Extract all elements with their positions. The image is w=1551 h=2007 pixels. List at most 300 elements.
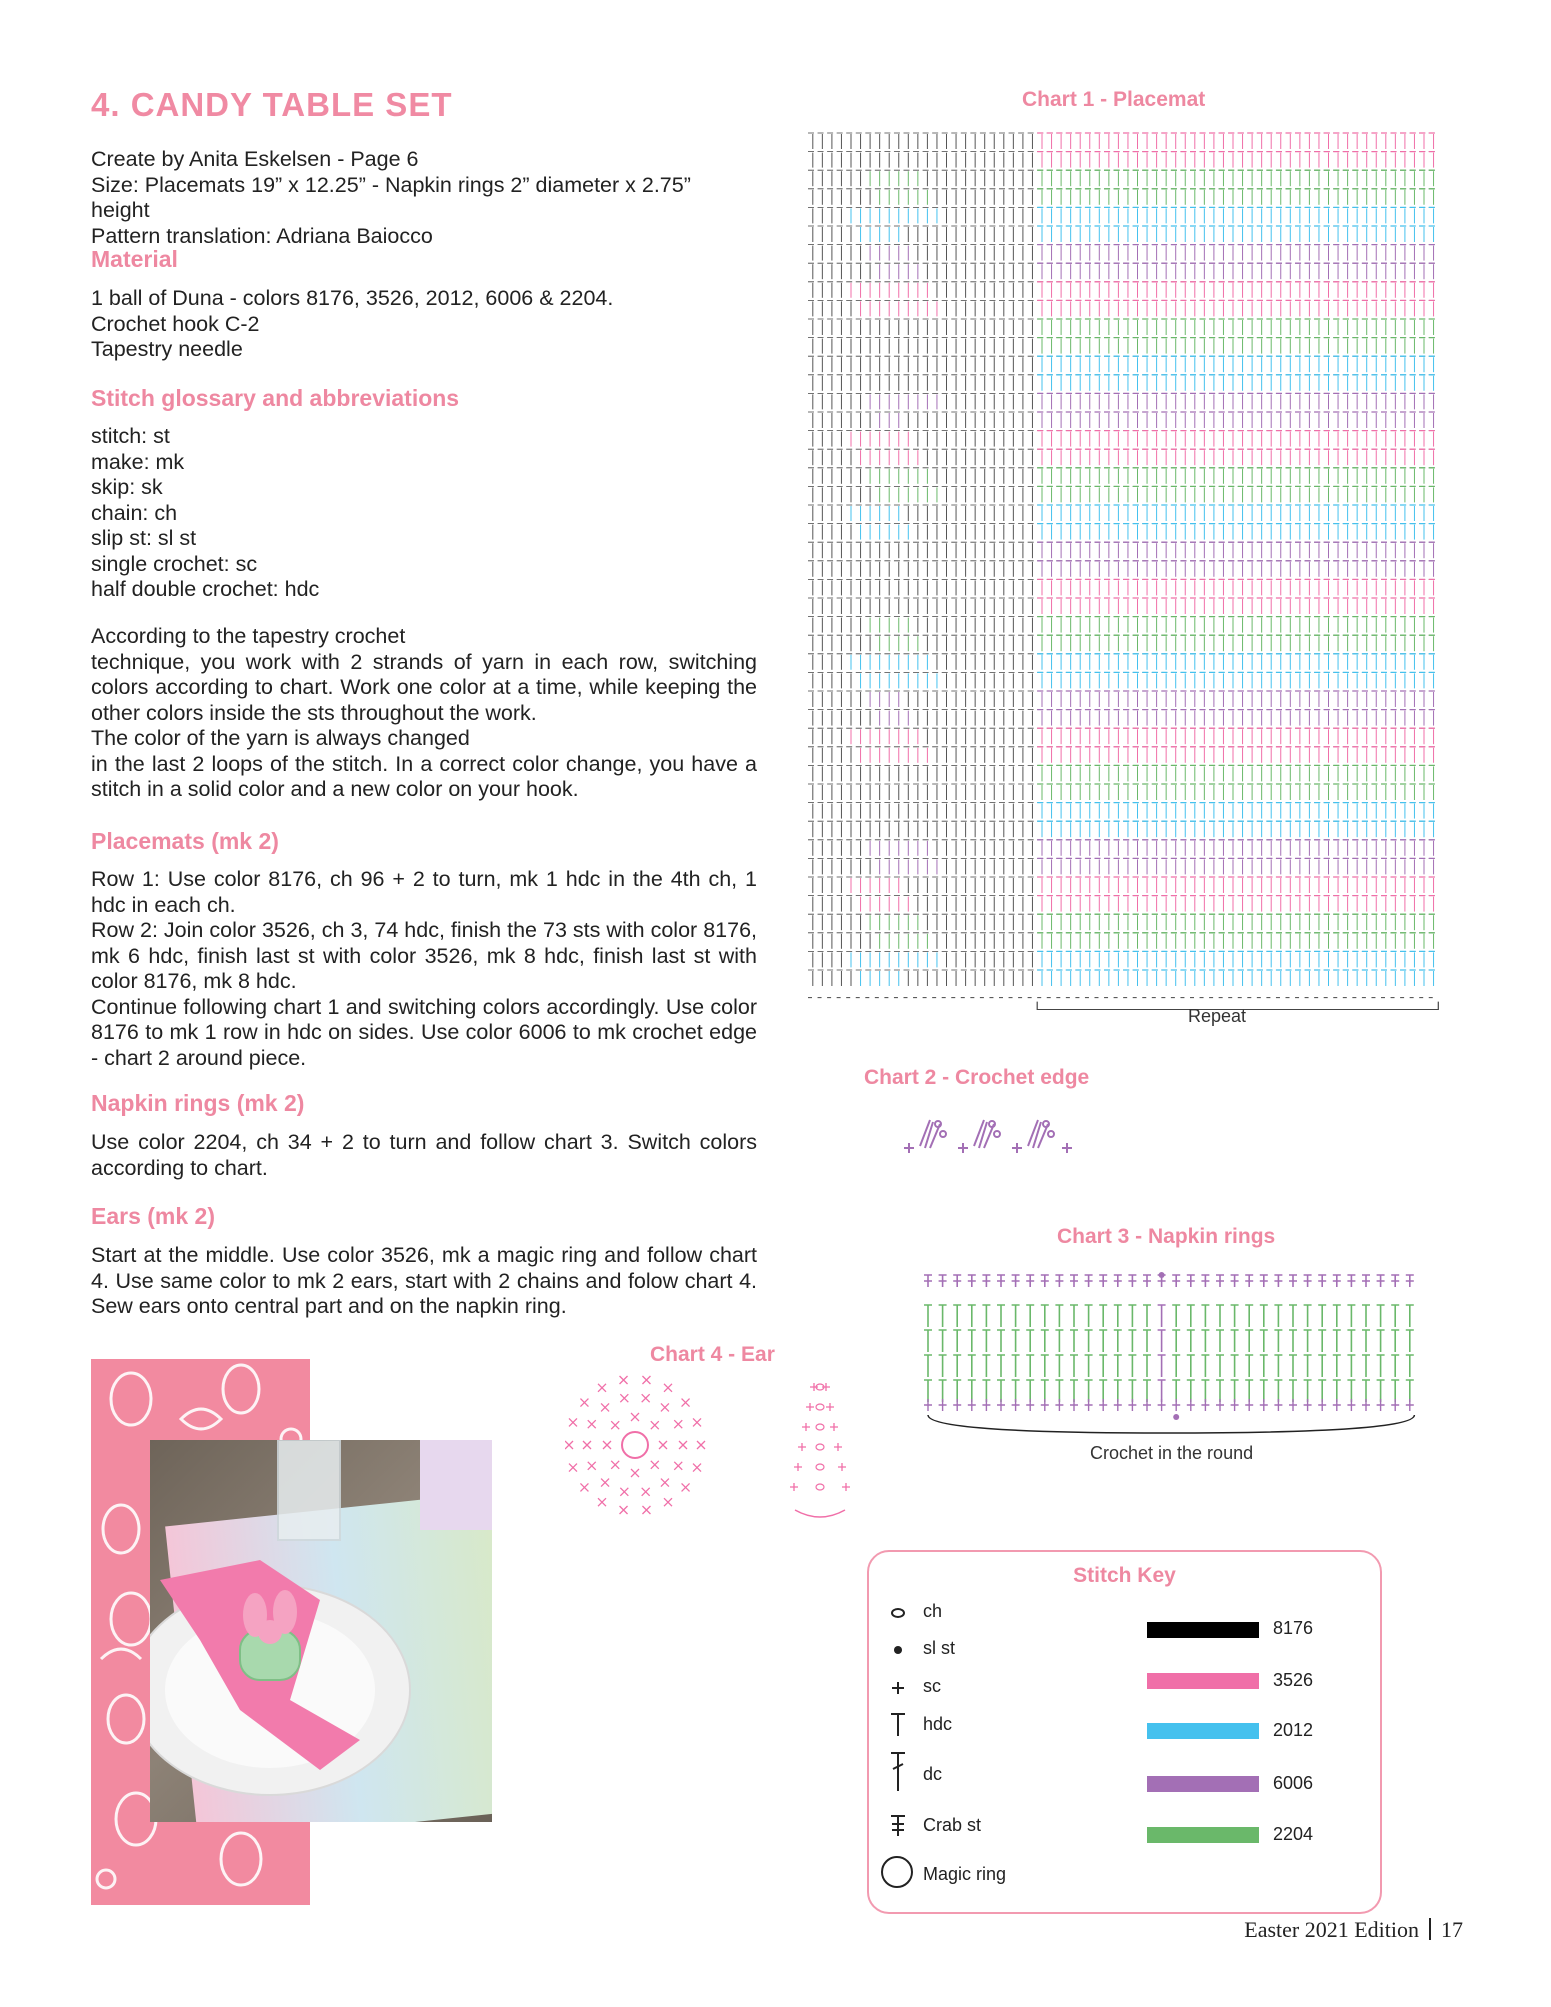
chart3-stitch (1406, 1275, 1414, 1287)
chart3-stitch (924, 1275, 932, 1287)
chart3-stitch (982, 1305, 990, 1327)
chart1-stitch-rows (808, 133, 1438, 1010)
placemats-row2: Row 2: Join color 3526, ch 3, 74 hdc, finish the 73 sts with color 8176, mk 6 hdc, finish last st with color 3526, mk 8 hdc, finish last st with color 8176, mk 8 hdc. (91, 918, 757, 993)
placemats-continue: Continue following chart 1 and switching colors accordingly. Use color 8176 to mk 1 row in hdc on sides. Use color 6006 to mk crochet edge - chart 2 around piece. (91, 994, 757, 1070)
chart3-stitch (1201, 1399, 1209, 1411)
chart3-stitch (1274, 1305, 1282, 1327)
glossary-item: make: mk (91, 449, 185, 474)
chart4-stitch (664, 1498, 672, 1506)
chart3-stitch (1158, 1399, 1166, 1411)
napkin-heading: Napkin rings (mk 2) (91, 1090, 305, 1116)
chart3-stitch (1201, 1380, 1209, 1402)
chart4-stitch (598, 1498, 606, 1506)
chart3-stitch (1216, 1399, 1224, 1411)
chart3-stitch (1070, 1305, 1078, 1327)
intro-size: Size: Placemats 19” x 12.25” - Napkin rings 2” diameter x 2.75” height (91, 172, 691, 222)
chart3-stitch (1172, 1380, 1180, 1402)
chart4-stitch (642, 1506, 650, 1514)
color-code: 8176 (1273, 1618, 1314, 1638)
chart3-stitch (1245, 1355, 1253, 1377)
chart3-stitch (1085, 1399, 1093, 1411)
chart3-stitch (1041, 1330, 1049, 1352)
chart3-stitch (1085, 1355, 1093, 1377)
chart4-stitch (679, 1441, 687, 1449)
chart3-stitch (1231, 1355, 1239, 1377)
glossary-item: stitch: st (91, 424, 170, 448)
chart3-stitch (1158, 1305, 1166, 1327)
chart3-stitch (1158, 1355, 1166, 1377)
chart3-stitch (1260, 1355, 1268, 1377)
chart3-stitch (1377, 1399, 1385, 1411)
glossary-list (91, 424, 751, 603)
chart3-stitch (1114, 1305, 1122, 1327)
chart4-stitch (664, 1384, 672, 1392)
chart3-stitch (1026, 1380, 1034, 1402)
chart3-stitch (1377, 1355, 1385, 1377)
chart3-caption: Crochet in the round (1090, 1443, 1254, 1463)
stitch-label: Crab st (923, 1815, 982, 1835)
half-double-crochet-symbol-icon (883, 1709, 913, 1745)
chart3-stitch (1055, 1355, 1063, 1377)
chart4-chain (816, 1484, 824, 1490)
chart3-stitch (1085, 1305, 1093, 1327)
chart2-crochet-edge (890, 1108, 1080, 1160)
chart3-stitch (1231, 1330, 1239, 1352)
chart3-stitch (924, 1399, 932, 1411)
edition-label: Easter 2021 Edition (1244, 1917, 1419, 1942)
chart3-stitch (1128, 1305, 1136, 1327)
magic-ring-symbol-icon (877, 1852, 907, 1898)
chart3-stitch (1085, 1380, 1093, 1402)
chart3-stitch (982, 1275, 990, 1287)
intro-translation: Pattern translation: Adriana Baiocco (91, 223, 433, 248)
chart3-stitch (1274, 1330, 1282, 1352)
glossary-item: skip: sk (91, 475, 163, 499)
chart3-stitch (1289, 1275, 1297, 1287)
double-crochet-symbol-icon (883, 1749, 913, 1799)
chart4-stitch (697, 1441, 705, 1449)
chart3-stitch (1333, 1380, 1341, 1402)
chart1-placemat-grid (808, 130, 1444, 1010)
chart4-stitch (661, 1479, 669, 1487)
glossary-item: slip st: sl st (91, 526, 197, 550)
chart3-stitch (953, 1305, 961, 1327)
chart4-stitch (569, 1464, 577, 1472)
footer-divider (1429, 1918, 1431, 1940)
chart4-stitch (693, 1464, 701, 1472)
chart3-stitch (1041, 1275, 1049, 1287)
chart3-stitch (924, 1355, 932, 1377)
chart3-stitch (1274, 1380, 1282, 1402)
chart3-stitch (1260, 1330, 1268, 1352)
chart3-stitch (1172, 1305, 1180, 1327)
chart3-stitch (953, 1275, 961, 1287)
chart3-stitch (982, 1330, 990, 1352)
chart3-stitch (1289, 1305, 1297, 1327)
chart3-stitch (1260, 1275, 1268, 1287)
chart3-stitch (953, 1355, 961, 1377)
intro-block (91, 147, 751, 249)
stitch-label: sl st (923, 1638, 956, 1658)
color-code: 2012 (1273, 1720, 1314, 1740)
chart3-stitch (1055, 1330, 1063, 1352)
chart3-stitch (1347, 1305, 1355, 1327)
chart3-stitch (1026, 1399, 1034, 1411)
chart3-stitch (1099, 1399, 1107, 1411)
chart3-stitch (1070, 1380, 1078, 1402)
chart3-stitch (1201, 1305, 1209, 1327)
chart4-stitch (620, 1376, 628, 1384)
chart3-stitch (1143, 1355, 1151, 1377)
chart3-stitch (939, 1305, 947, 1327)
chart4-ear-base (795, 1510, 845, 1517)
chart3-stitch (1012, 1399, 1020, 1411)
material-heading: Material (91, 246, 178, 272)
chart3-stitch (1274, 1355, 1282, 1377)
chart3-stitch (924, 1330, 932, 1352)
chart4-stitch (588, 1420, 596, 1428)
chart3-stitch (1187, 1355, 1195, 1377)
chart3-stitch (968, 1380, 976, 1402)
chart3-stitch (1406, 1355, 1414, 1377)
chart4-stitch (569, 1418, 577, 1426)
chart3-stitch (1231, 1380, 1239, 1402)
chart4-stitch (674, 1420, 682, 1428)
material-line: 1 ball of Duna - colors 8176, 3526, 2012, 6006 & 2204. (91, 286, 614, 310)
chart3-stitch (1304, 1275, 1312, 1287)
chart3-stitch (1070, 1275, 1078, 1287)
chart3-stitch (1012, 1355, 1020, 1377)
chart3-stitch (1333, 1275, 1341, 1287)
chart3-stitch (1055, 1380, 1063, 1402)
glossary-heading: Stitch glossary and abbreviations (91, 385, 460, 411)
stitch-label: hdc (923, 1714, 953, 1734)
chart3-stitch (939, 1399, 947, 1411)
chart3-stitch (1245, 1399, 1253, 1411)
chart3-stitch (1318, 1399, 1326, 1411)
chart3-stitch (1304, 1355, 1312, 1377)
chart3-stitch (1143, 1380, 1151, 1402)
glossary-item: chain: ch (91, 500, 178, 525)
color-swatch-6006 (1147, 1776, 1259, 1792)
chart3-stitch (1318, 1380, 1326, 1402)
chart3-stitch (1026, 1355, 1034, 1377)
chart3-stitch (1318, 1275, 1326, 1287)
chart3-stitch (982, 1355, 990, 1377)
chart4-chain (816, 1404, 824, 1410)
chart3-stitch (924, 1305, 932, 1327)
chart1-repeat-label: Repeat (1188, 1006, 1247, 1026)
page-title: 4. CANDY TABLE SET (91, 86, 453, 123)
chart3-stitch (1333, 1399, 1341, 1411)
technique-line: The color of the yarn is always changed (91, 726, 470, 750)
chart3-stitch (1318, 1305, 1326, 1327)
chart3-stitch (1070, 1355, 1078, 1377)
ears-heading: Ears (mk 2) (91, 1203, 216, 1229)
chart4-stitch (682, 1399, 690, 1407)
chart3-stitch (1377, 1330, 1385, 1352)
chart3-stitch (1099, 1380, 1107, 1402)
stitch-label: ch (923, 1601, 943, 1621)
chart3-stitch (1260, 1305, 1268, 1327)
single-crochet-symbol-icon (883, 1675, 913, 1705)
chart2-title: Chart 2 - Crochet edge (864, 1066, 1090, 1089)
chart3-stitch (1362, 1330, 1370, 1352)
chart3-stitch (1318, 1355, 1326, 1377)
chart3-stitch (1347, 1399, 1355, 1411)
chart3-stitch (1201, 1275, 1209, 1287)
chart4-stitch (611, 1461, 619, 1469)
chart4-stitch (651, 1461, 659, 1469)
page-number: 17 (1441, 1917, 1463, 1942)
chart3-stitch (1041, 1355, 1049, 1377)
stitch-label: Magic ring (923, 1864, 1007, 1884)
chart3-stitch (1289, 1355, 1297, 1377)
chart3-stitch (1304, 1380, 1312, 1402)
chart3-stitch (1216, 1355, 1224, 1377)
chart4-stitch (693, 1418, 701, 1426)
stitch-label: dc (923, 1764, 943, 1784)
chart4-stitch (611, 1421, 619, 1429)
chart3-stitch (1289, 1330, 1297, 1352)
chart3-stitch (1347, 1330, 1355, 1352)
chart4-stitch (565, 1441, 573, 1449)
chart3-stitch (1333, 1330, 1341, 1352)
chart4-stitch (620, 1488, 628, 1496)
ears-instructions: Start at the middle. Use color 3526, mk a magic ring and follow chart 4. Use same color to mk 2 ears, start with 2 chains and folow chart 4. Sew ears onto central part and on the napkin ring. (91, 1243, 757, 1318)
chart3-stitch (1012, 1305, 1020, 1327)
chart3-stitch (1377, 1305, 1385, 1327)
placemats-row1: Row 1: Use color 8176, ch 96 + 2 to turn, mk 1 hdc in the 4th ch, 1 hdc in each ch. (91, 867, 757, 917)
chart3-stitch (1026, 1275, 1034, 1287)
color-swatch-3526 (1147, 1673, 1259, 1689)
chart3-stitch (1274, 1399, 1282, 1411)
placemats-instructions (91, 867, 757, 1071)
chart4-stitch (588, 1462, 596, 1470)
chart3-stitch (1026, 1305, 1034, 1327)
chart3-stitch (1391, 1355, 1399, 1377)
chart3-stitch (1391, 1305, 1399, 1327)
chart4-stitch (642, 1376, 650, 1384)
chart4-stitch (583, 1441, 591, 1449)
chart3-stitch (1377, 1380, 1385, 1402)
color-code: 2204 (1273, 1824, 1314, 1844)
chart3-stitch (1114, 1355, 1122, 1377)
chart4-stitch (659, 1441, 667, 1449)
chart3-stitch (1128, 1380, 1136, 1402)
chart3-stitch (1231, 1275, 1239, 1287)
chart4-stitch (642, 1488, 650, 1496)
chart3-stitch (1172, 1355, 1180, 1377)
chart4-chain (816, 1464, 824, 1470)
chart3-stitch (1245, 1330, 1253, 1352)
chart3-stitch (1216, 1305, 1224, 1327)
chart3-stitch (1391, 1380, 1399, 1402)
chart4-stitch (674, 1462, 682, 1470)
chart3-stitch (968, 1399, 976, 1411)
chart4-stitch (651, 1421, 659, 1429)
chart3-stitch (997, 1399, 1005, 1411)
chart3-stitch (1187, 1305, 1195, 1327)
chart3-stitch (968, 1275, 976, 1287)
chart3-stitch (1085, 1330, 1093, 1352)
chart3-stitch (982, 1380, 990, 1402)
chart3-stitch (1128, 1355, 1136, 1377)
chart3-stitch (1172, 1399, 1180, 1411)
chart3-stitch (1055, 1275, 1063, 1287)
chart4-stitch (620, 1506, 628, 1514)
chart3-stitch (1406, 1380, 1414, 1402)
chart3-stitch (1289, 1399, 1297, 1411)
chart3-stitch (1099, 1330, 1107, 1352)
chart3-stitch (1172, 1330, 1180, 1352)
chart4-stitch (620, 1394, 628, 1402)
chart3-stitch (939, 1275, 947, 1287)
technique-line: in the last 2 loops of the stitch. In a correct color change, you have a stitch in a solid color and a new color on your hook. (91, 751, 757, 801)
chart3-stitch (1391, 1399, 1399, 1411)
chart3-stitch (924, 1380, 932, 1402)
chart3-stitch (1085, 1275, 1093, 1287)
material-list (91, 286, 751, 363)
chart3-stitch (939, 1330, 947, 1352)
chart3-stitch (1128, 1330, 1136, 1352)
chart3-stitch (1377, 1275, 1385, 1287)
chart3-stitch (1362, 1355, 1370, 1377)
chart3-slip-stitch (1159, 1272, 1165, 1278)
chart4-stitch (580, 1483, 588, 1491)
chart3-stitch (1114, 1330, 1122, 1352)
chart4-title: Chart 4 - Ear (650, 1343, 775, 1366)
chart3-stitch (1012, 1275, 1020, 1287)
chart1-title: Chart 1 - Placemat (1022, 88, 1206, 111)
chart3-stitch (1274, 1275, 1282, 1287)
chart3-stitch (1231, 1399, 1239, 1411)
chart3-stitch (1012, 1380, 1020, 1402)
chart3-napkin-ring-grid (918, 1265, 1440, 1435)
chart3-stitch (1347, 1380, 1355, 1402)
chart3-stitch (1304, 1330, 1312, 1352)
chart3-stitch (1187, 1399, 1195, 1411)
chart3-stitch (1362, 1399, 1370, 1411)
chart4-chain (816, 1444, 824, 1450)
chart3-stitch (1406, 1305, 1414, 1327)
chart3-stitch (997, 1275, 1005, 1287)
chart3-stitch (1041, 1305, 1049, 1327)
color-code: 3526 (1273, 1670, 1314, 1690)
chart3-stitch (997, 1305, 1005, 1327)
color-swatch-2012 (1147, 1723, 1259, 1739)
chart4-stitch (580, 1399, 588, 1407)
chart3-stitch (1143, 1330, 1151, 1352)
chart3-stitch (1070, 1399, 1078, 1411)
chart3-stitch (1201, 1330, 1209, 1352)
material-line: Tapestry needle (91, 337, 243, 361)
chart3-stitch (1041, 1380, 1049, 1402)
chart3-stitch (1289, 1380, 1297, 1402)
chart3-stitch (1362, 1380, 1370, 1402)
chart4-stitch (598, 1384, 606, 1392)
chart4-stitch (661, 1403, 669, 1411)
chart3-stitch (1406, 1399, 1414, 1411)
chart3-stitch (1187, 1275, 1195, 1287)
glossary-item: single crochet: sc (91, 551, 258, 576)
chart3-stitch (939, 1380, 947, 1402)
chart3-stitch (1347, 1275, 1355, 1287)
chart3-stitch (1216, 1380, 1224, 1402)
chart3-stitch (1026, 1330, 1034, 1352)
chart3-stitch (1333, 1305, 1341, 1327)
chart3-stitch (953, 1330, 961, 1352)
chart4-stitch (642, 1394, 650, 1402)
chart3-stitch (1143, 1305, 1151, 1327)
chart4-magic-ring (622, 1432, 648, 1458)
chart3-stitch (1187, 1380, 1195, 1402)
chart3-stitch (997, 1380, 1005, 1402)
color-swatch-2204 (1147, 1827, 1259, 1843)
table-set-illustration (150, 1440, 492, 1822)
chart3-stitch (1187, 1330, 1195, 1352)
chart3-stitch (1391, 1275, 1399, 1287)
chart4-stitch (631, 1413, 639, 1421)
intro-author: Create by Anita Eskelsen - Page 6 (91, 147, 419, 171)
chart4-stitch (601, 1479, 609, 1487)
chart3-stitch (1245, 1380, 1253, 1402)
chart3-stitch (1128, 1399, 1136, 1411)
chart3-stitch (1114, 1275, 1122, 1287)
napkin-instructions: Use color 2204, ch 34 + 2 to turn and follow chart 3. Switch colors according to chart. (91, 1130, 757, 1180)
chart3-stitch (1041, 1399, 1049, 1411)
chart3-stitch (1012, 1330, 1020, 1352)
chart3-stitch (1347, 1355, 1355, 1377)
chart3-stitch (1143, 1399, 1151, 1411)
chart3-stitch (1099, 1275, 1107, 1287)
crab-stitch-symbol-icon (883, 1810, 913, 1846)
chart3-stitch (1333, 1355, 1341, 1377)
table-set-photo (150, 1440, 492, 1822)
chart3-stitch (968, 1330, 976, 1352)
chart3-stitch (1406, 1330, 1414, 1352)
chart3-stitch (1158, 1380, 1166, 1402)
chart3-round-arrow (928, 1415, 1414, 1433)
chart3-stitch (1362, 1305, 1370, 1327)
chart4-stitch (603, 1441, 611, 1449)
stitch-key-title: Stitch Key (1073, 1564, 1176, 1587)
chart3-stitch (953, 1380, 961, 1402)
chart4-stitch (682, 1483, 690, 1491)
color-swatch-8176 (1147, 1622, 1259, 1638)
chart3-stitch (1260, 1380, 1268, 1402)
chart3-stitch (1201, 1355, 1209, 1377)
technique-line: According to the tapestry crochet (91, 624, 406, 648)
chart4-stitch (631, 1469, 639, 1477)
chart4-chain (816, 1424, 824, 1430)
chart3-stitch (1391, 1330, 1399, 1352)
technique-block (91, 624, 757, 803)
page-footer (1244, 1917, 1463, 1943)
chart3-stitch (982, 1399, 990, 1411)
chart3-stitch (1245, 1305, 1253, 1327)
chart3-title: Chart 3 - Napkin rings (1057, 1225, 1276, 1248)
chart3-stitch (1216, 1275, 1224, 1287)
slip-stitch-symbol-icon (883, 1637, 913, 1667)
chart3-stitch (968, 1355, 976, 1377)
chart3-stitch (1318, 1330, 1326, 1352)
chart3-stitch (1362, 1275, 1370, 1287)
chart3-stitch (997, 1355, 1005, 1377)
placemats-heading: Placemats (mk 2) (91, 828, 279, 854)
material-line: Crochet hook C-2 (91, 311, 260, 336)
chart3-stitch (1099, 1305, 1107, 1327)
